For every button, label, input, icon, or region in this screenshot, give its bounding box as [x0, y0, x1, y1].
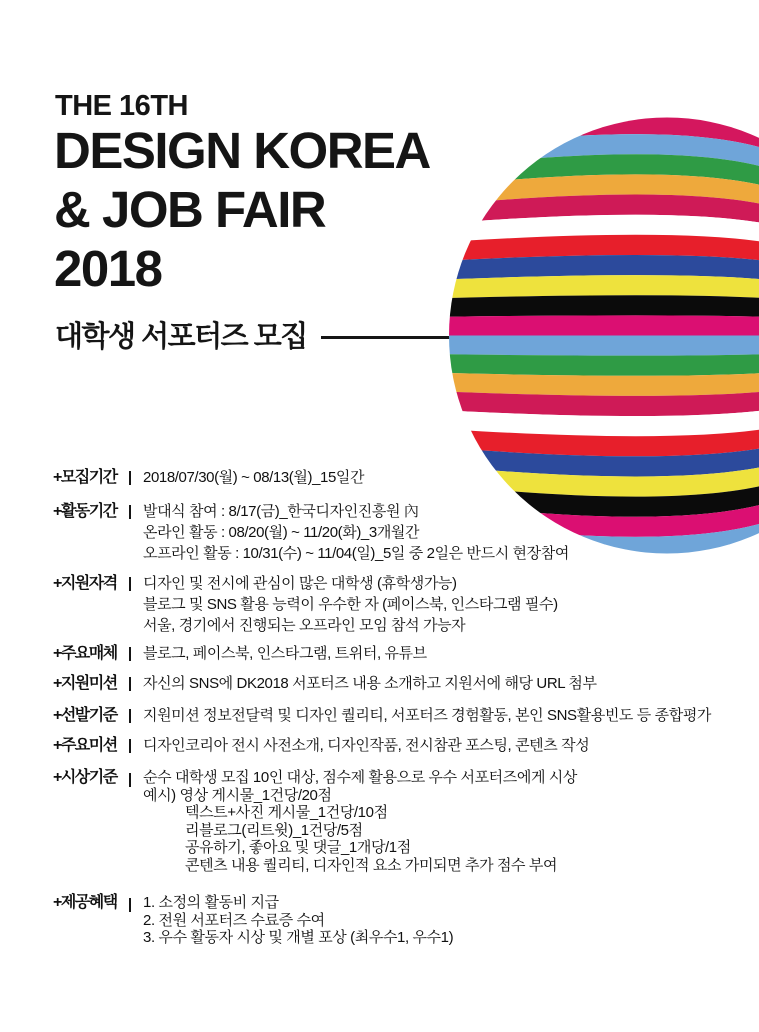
info-section [53, 769, 748, 874]
section-content [143, 894, 453, 947]
section-line: 콘텐츠 내용 퀄리티, 디자인적 요소 가미되면 추가 점수 부여 [185, 856, 558, 874]
section-line: 2018/07/30(월) ~ 08/13(월)_15일간 [143, 469, 365, 486]
info-section [53, 467, 748, 488]
section-line: 지원미션 정보전달력 및 디자인 퀄리티, 서포터즈 경험활동, 본인 SNS활용빈도 등 종합평가 [143, 707, 712, 724]
section-line: 예시) 영상 게시물_1건당/20점 [143, 786, 332, 804]
ball-stripe [449, 315, 759, 335]
title-line-1: DESIGN KOREA [54, 122, 430, 179]
info-sections [53, 467, 748, 947]
section-label: +제공혜택 [53, 894, 117, 911]
section-label: +활동기간 [53, 503, 117, 520]
section-label: +지원자격 [53, 575, 117, 592]
ball-stripe [449, 373, 759, 396]
section-line: 3. 우수 활동자 시상 및 개별 포상 (최우수1, 우수1) [143, 929, 454, 946]
subtitle-row [55, 314, 481, 355]
section-label: +주요미션 [53, 737, 117, 754]
subtitle-text: 대학생 서포터즈 모집 [55, 321, 307, 353]
section-label: +선발기준 [53, 707, 117, 724]
section-line: 2. 전원 서포터즈 수료증 수여 [143, 911, 325, 929]
section-line: 서울, 경기에서 진행되는 오프라인 모임 참석 가능자 [143, 617, 466, 634]
section-content [143, 501, 569, 564]
label-divider [129, 577, 131, 591]
ball-stripe [449, 354, 759, 376]
section-label: +지원미션 [53, 675, 117, 692]
poster-title [54, 121, 430, 298]
label-divider [129, 471, 131, 485]
section-line: 블로그 및 SNS 활용 능력이 우수한 자 (페이스북, 인스타그램 필수) [143, 596, 558, 613]
section-content [143, 467, 364, 488]
section-label: +시상기준 [53, 769, 117, 786]
ball-stripe [449, 336, 759, 356]
section-line: 자신의 SNS에 DK2018 서포터즈 내용 소개하고 지원서에 해당 URL 첨부 [143, 675, 597, 692]
section-label: +주요매체 [53, 645, 117, 662]
kicker-text: THE 16TH [55, 90, 188, 122]
section-line: 디자인코리아 전시 사전소개, 디자인작품, 전시참관 포스팅, 콘텐츠 작성 [143, 737, 590, 754]
ball-stripe [449, 275, 759, 298]
title-line-2: & JOB FAIR [54, 181, 326, 238]
title-line-3: 2018 [54, 240, 162, 297]
section-line: 1. 소정의 활동비 지급 [143, 894, 279, 911]
info-section [53, 894, 748, 947]
label-divider [129, 773, 131, 787]
section-line: 오프라인 활동 : 10/31(수) ~ 11/04(일)_5일 중 2일은 반드시 현장참여 [143, 545, 569, 562]
ball-stripe [449, 295, 759, 317]
info-section [53, 705, 748, 726]
section-line: 순수 대학생 모집 10인 대상, 점수제 활용으로 우수 서포터즈에게 시상 [143, 769, 577, 786]
label-divider [129, 505, 131, 519]
label-divider [129, 677, 131, 691]
section-line: 온라인 활동 : 08/20(월) ~ 11/20(화)_3개월간 [143, 524, 420, 541]
section-line: 공유하기, 좋아요 및 댓글_1개당/1점 [185, 839, 411, 856]
info-section [53, 673, 748, 694]
section-content [143, 735, 589, 756]
section-line: 리블로그(리트윗)_1건당/5점 [185, 821, 363, 839]
section-line: 블로그, 페이스북, 인스타그램, 트위터, 유튜브 [143, 645, 427, 662]
section-line: 발대식 참여 : 8/17(금)_한국디자인진흥원 內 [143, 503, 419, 520]
section-label: +모집기간 [53, 469, 117, 486]
section-content [143, 643, 427, 664]
section-line: 디자인 및 전시에 관심이 많은 대학생 (휴학생가능) [143, 575, 457, 592]
info-section [53, 735, 748, 756]
section-content [143, 573, 558, 636]
label-divider [129, 709, 131, 723]
label-divider [129, 647, 131, 661]
info-section [53, 573, 748, 636]
section-content [143, 673, 597, 694]
info-section [53, 643, 748, 664]
label-divider [129, 898, 131, 912]
section-content [143, 769, 577, 874]
label-divider [129, 739, 131, 753]
info-section [53, 501, 748, 564]
section-content [143, 705, 711, 726]
section-line: 텍스트+사진 게시물_1건당/10점 [185, 804, 388, 821]
